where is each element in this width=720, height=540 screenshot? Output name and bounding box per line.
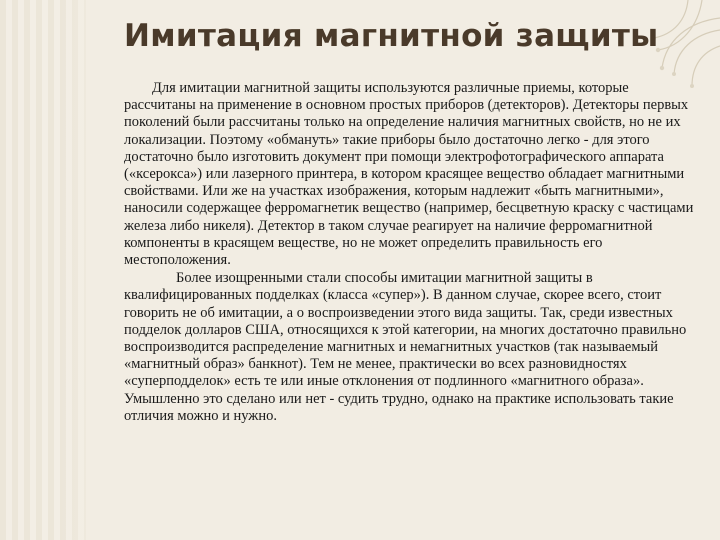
paragraph-imitation-methods: Для имитации магнитной защиты используются различные приемы, которые рассчитаны на применение в основном простых приборов (детекторов). Детекторы первых поколений были рассчитаны только на определение наличия магнитных свойств, но не их локализации. Поэтому «обмануть» такие приборы было достаточно легко - для этого достаточно было изготовить документ при помощи электрофотографического аппарата («ксерокса») или лазерного принтера, в котором красящее вещество обладает магнитными свойствами. Или же на участках изображения, которым надлежит «быть магнитными», наносили содержащее ферромагнетик вещество (например, бесцветную краску с частицами железа либо никеля). Детектор в таком случае реагирует на наличие ферромагнитной компоненты в красящем веществе, но не может определить правильность его местоположения.	[124, 80, 694, 269]
slide-body	[124, 80, 700, 425]
side-band-fade	[60, 0, 120, 540]
slide-title: Имитация магнитной защиты	[124, 18, 659, 54]
paragraph-super-counterfeits: Более изощренными стали способы имитации магнитной защиты в квалифицированных подделках (класса «супер»). В данном случае, скорее всего, стоит говорить не об имитации, а о воспроизведении этого вида защиты. Так, среди известных подделок долларов США, относящихся к этой категории, на многих достаточно правильно воспроизводится распределение магнитных и немагнитных участков (так называемый «магнитный образ» банкнот). Тем не менее, практически во всех разновидностях «суперподделок» есть те или иные отклонения от подлинного «магнитного образа». Умышленно это сделано или нет - судить трудно, однако на практике использовать такие отличия можно и нужно.	[124, 270, 687, 424]
